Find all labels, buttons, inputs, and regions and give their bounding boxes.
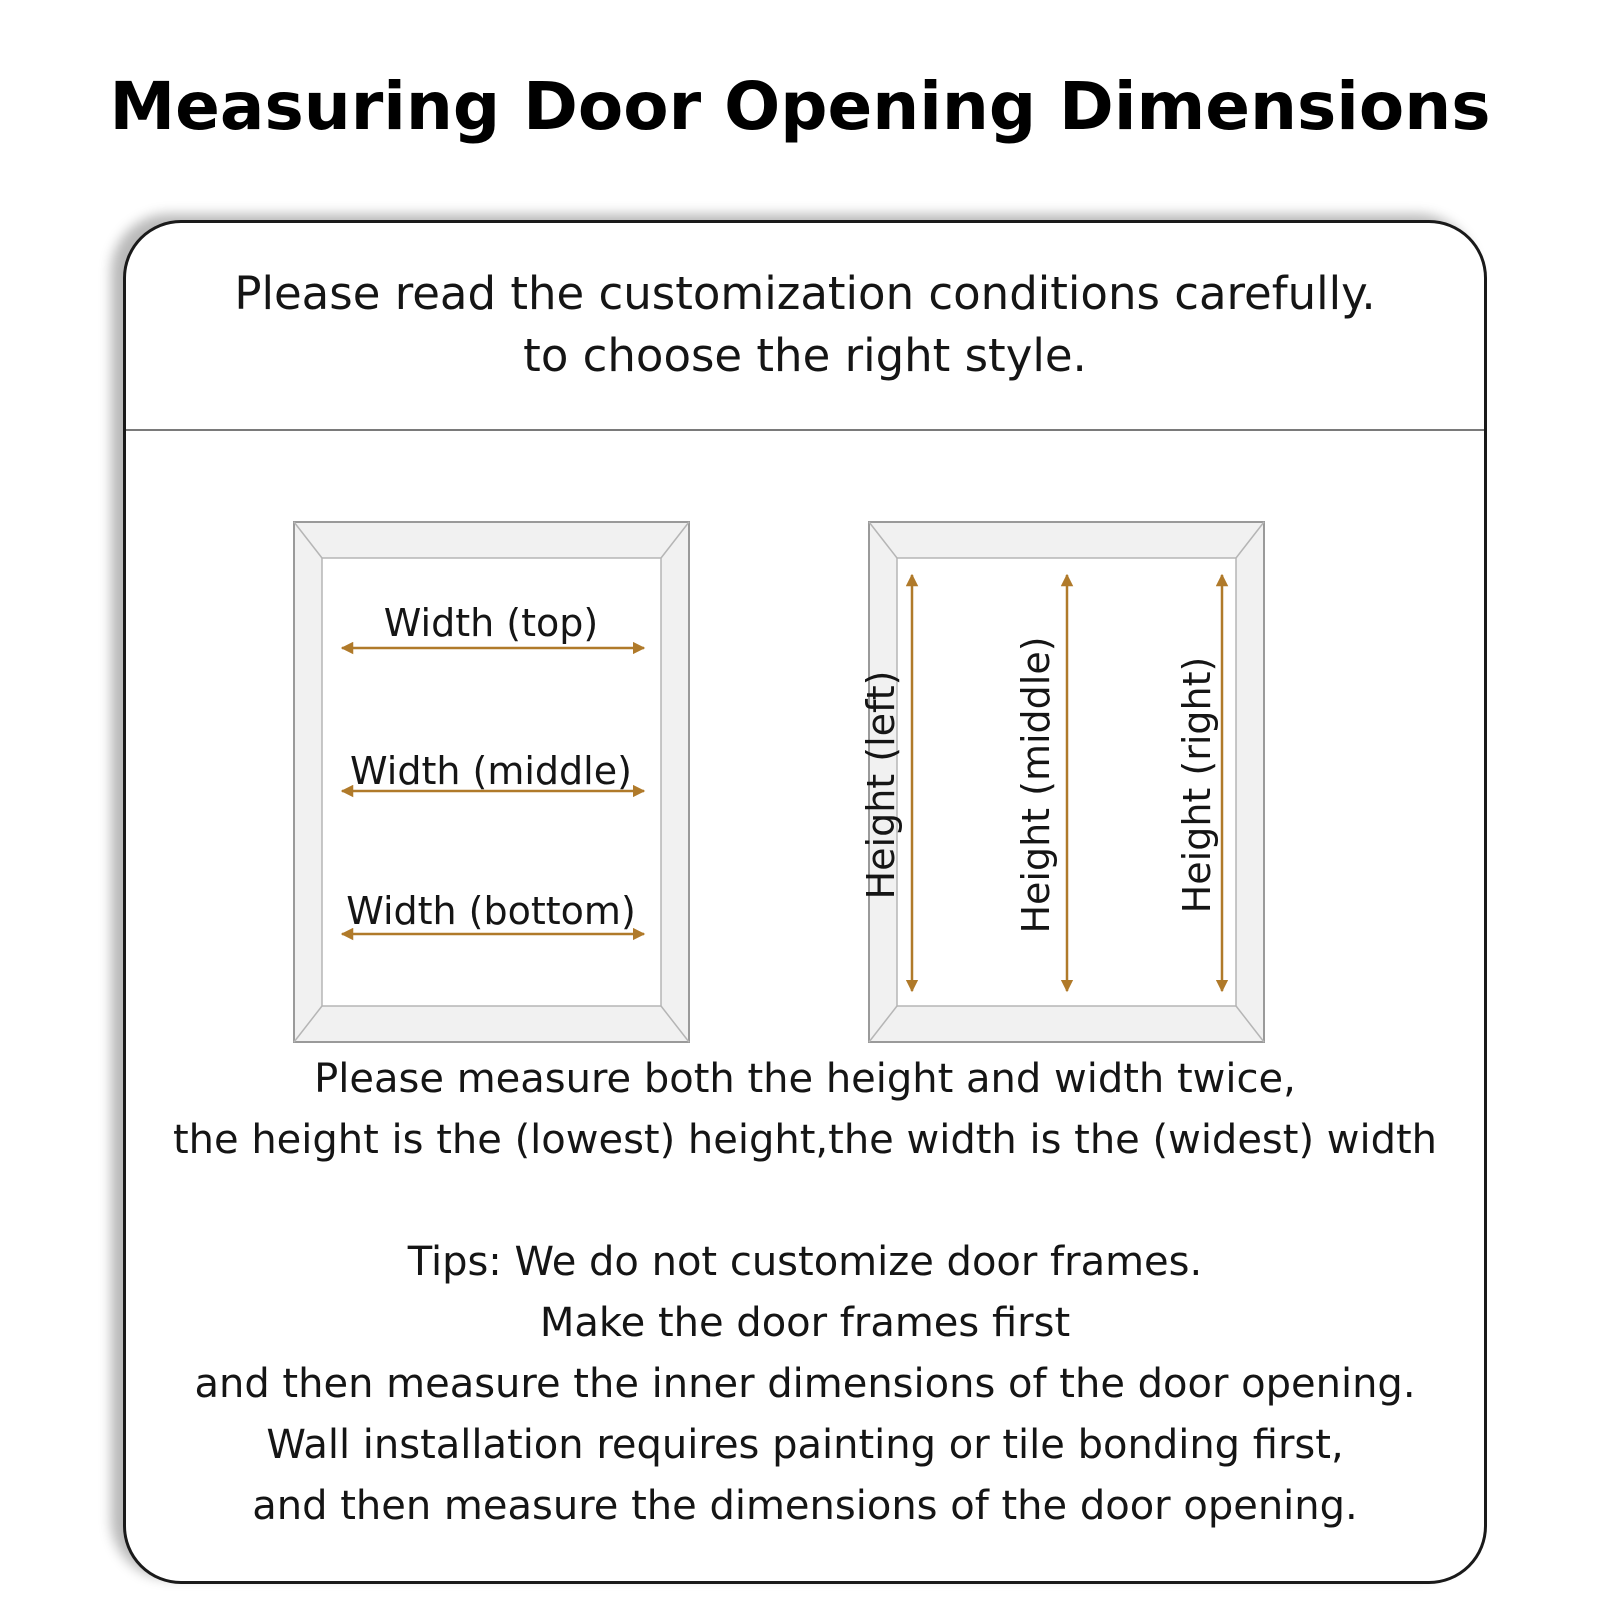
instruction-line-1: Please measure both the height and width twice, [314,1056,1296,1102]
tips-line-1: Tips: We do not customize door frames. [407,1239,1203,1285]
spacer [126,1171,1484,1232]
height-right-label: Height (right) [1175,656,1219,914]
width-top-label: Width (top) [383,601,599,645]
tips-line-3: and then measure the inner dimensions of the door opening. [194,1361,1416,1407]
height-left-label: Height (left) [859,670,903,900]
intro-line-2: to choose the right style. [523,329,1087,382]
instruction-line-2: the height is the (lowest) height,the width is the (widest) width [172,1117,1438,1163]
height-middle-label: Height (middle) [1014,636,1058,934]
info-card [123,220,1487,1584]
intro-line-1: Please read the customization conditions carefully. [234,267,1376,320]
page-title: Measuring Door Opening Dimensions [109,68,1491,145]
tips-line-2: Make the door frames first [539,1300,1071,1346]
width-bottom-label: Width (bottom) [346,889,636,933]
instructions-text [126,1049,1484,1537]
tips-line-5: and then measure the dimensions of the door opening. [252,1483,1358,1529]
height-door-frame [859,522,1264,1042]
tips-line-4: Wall installation requires painting or tile bonding first, [266,1422,1344,1468]
width-door-frame [294,522,689,1042]
width-middle-label: Width (middle) [350,749,632,793]
